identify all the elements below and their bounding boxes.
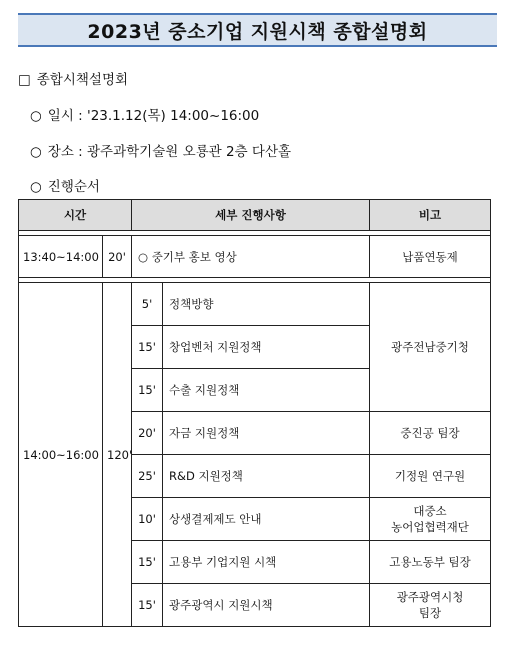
info-place-text: 장소 : 광주과학기술원 오룡관 2층 다산홀 [47, 144, 292, 160]
table-row [19, 283, 491, 326]
square-bullet-icon: □ [18, 72, 31, 88]
content-cell: 수출 지원정책 [163, 369, 370, 412]
page-title: 2023년 중소기업 지원시책 종합설명회 [87, 20, 428, 43]
table-row [19, 236, 491, 278]
note-cell: 중진공 팀장 [370, 412, 491, 455]
info-date-text: 일시 : '23.1.12(목) 14:00~16:00 [47, 108, 260, 124]
duration-cell: 20' [103, 236, 132, 278]
circle-bullet-icon: ○ [30, 108, 42, 124]
header-content: 세부 진행사항 [132, 200, 370, 231]
table-header-row [19, 200, 491, 231]
content-cell: R&D 지원정책 [163, 455, 370, 498]
note-cell [370, 498, 491, 541]
circle-bullet-icon: ○ [30, 144, 42, 160]
time-cell: 13:40~14:00 [19, 236, 103, 278]
minutes-cell: 10' [132, 498, 163, 541]
section-label: 종합시책설명회 [36, 72, 129, 88]
info-date [30, 104, 259, 124]
minutes-cell: 25' [132, 455, 163, 498]
minutes-cell: 5' [132, 283, 163, 326]
content-cell: 창업벤처 지원정책 [163, 326, 370, 369]
note-line: 농어업협력재단 [391, 520, 469, 534]
content-cell: 광주광역시 지원시책 [163, 584, 370, 627]
content-cell: ○ 중기부 홍보 영상 [132, 236, 370, 278]
schedule-table [18, 199, 491, 627]
duration-cell: 120' [103, 283, 132, 627]
note-line: 팀장 [418, 606, 442, 620]
info-order-text: 진행순서 [47, 179, 100, 195]
header-time: 시간 [19, 200, 132, 231]
minutes-cell: 15' [132, 326, 163, 369]
note-line: 광주광역시청 [396, 590, 464, 604]
minutes-cell: 15' [132, 584, 163, 627]
circle-bullet-icon: ○ [30, 179, 42, 195]
title-banner [18, 13, 497, 47]
note-cell [370, 584, 491, 627]
content-cell: 정책방향 [163, 283, 370, 326]
info-place [30, 140, 291, 160]
note-cell: 고용노동부 팀장 [370, 541, 491, 584]
content-cell: 상생결제제도 안내 [163, 498, 370, 541]
minutes-cell: 15' [132, 541, 163, 584]
time-cell: 14:00~16:00 [19, 283, 103, 627]
minutes-cell: 20' [132, 412, 163, 455]
minutes-cell: 15' [132, 369, 163, 412]
note-cell: 기정원 연구원 [370, 455, 491, 498]
section-heading [18, 68, 128, 88]
header-note: 비고 [370, 200, 491, 231]
content-cell: 자금 지원정책 [163, 412, 370, 455]
info-order [30, 175, 100, 195]
note-cell: 광주전남중기청 [370, 283, 491, 412]
note-cell: 납품연동제 [370, 236, 491, 278]
content-cell: 고용부 기업지원 시책 [163, 541, 370, 584]
note-line: 대중소 [413, 504, 447, 518]
